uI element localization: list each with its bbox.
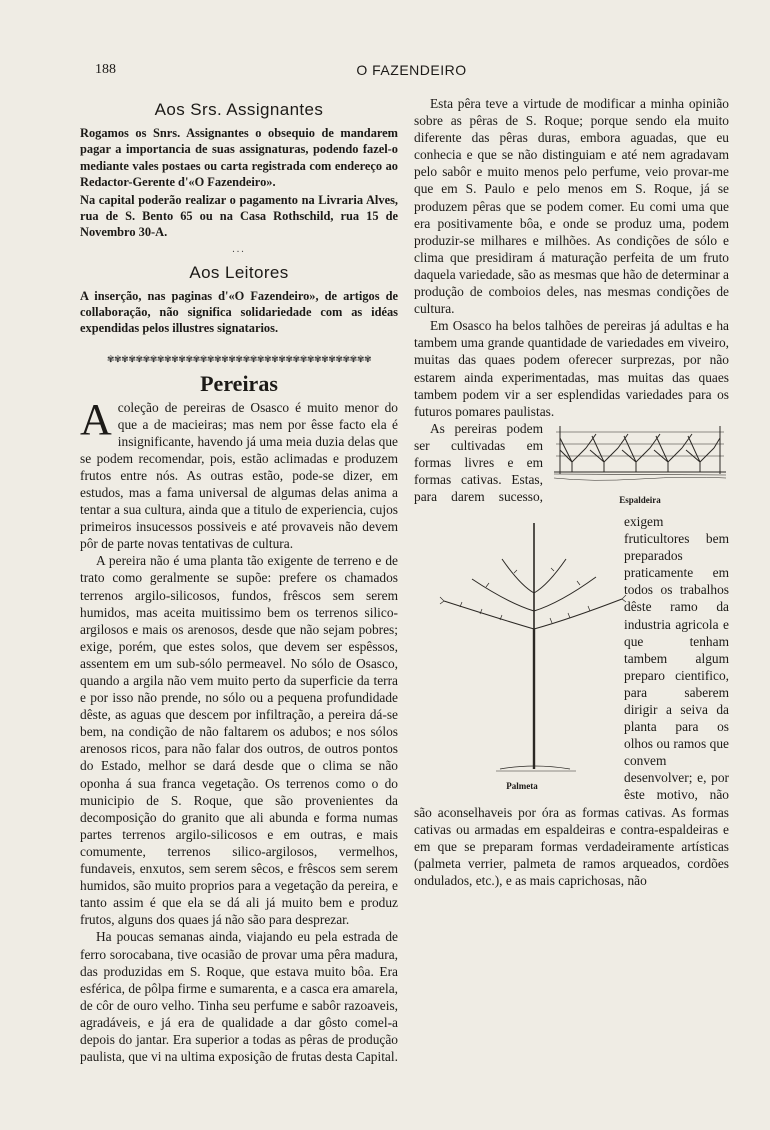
running-title: O FAZENDEIRO [356,62,467,78]
assignantes-paragraph-2: Na capital poderão realizar o pagamento na Livraria Alves, rua de S. Bento 65 ou na Casa Rothschild, rua 15 de Novembro 30-A. [80,192,398,240]
espaldeira-figure [551,422,729,509]
assignantes-paragraph-1: Rogamos os Snrs. Assignantes o obsequio de mandarem pagar a importancia de suas assignaturas, podendo fazel-o mediante vales postaes ou carta registrada com endereço ao Redactor-Gerente d'«O Fazendeiro». [80,126,398,189]
espaldeira-illustration [552,422,728,488]
article-paragraph-1 [80,394,398,553]
ornament-divider: ✾✾✾✾✾✾✾✾✾✾✾✾✾✾✾✾✾✾✾✾✾✾✾✾✾✾✾✾✾✾✾✾✾✾✾✾✾ [106,355,372,366]
palmeta-figure [414,519,614,801]
palmeta-illustration [430,519,630,781]
article-paragraph-2: A pereira não é uma planta tão exigente de terreno e de trato como geralmente se supõe: prefere os chamados terrenos argilo-silicosos, fundos, frêscos sem serem humidos, mas aceita muitissimo bem os terrenos silico-argilosos e mais os arenosos, desde que não sejam pobres; exige, porém, que estes solos, que devem ser espêssos, assentem em um sub-sólo permeavel. No sólo de Osasco, quando a argila não vem muito perto da superficie da terra e por isso não prende, no sólo ou a pequena profundidade dêste, as aguas que descem por infiltração, a pereira dá-se bem, na condição de não faltarem os adubos; e nos sólos arenosos ricos, para não falar dos outros, de outros pontos do Estado, melhor se dará desde que o clima se não oponha á sua franca vegetação. Os terrenos como o do municipio de S. Roque, que são provenientes da decomposição do granito que ali abunda e forma numas partes terrenos argilo-silicosos e em outras, e mais comumente, terrenos silico-argilosos, vermelhos, fundaveis, enxutos, sem serem sêcos, e frêscos sem serem humidos, são muito proprios para a vegetação da pereira, e tanto assim é que ela se dá ali já muito bem e produz frutos, alguns dos quaes já não são para desprezar. [80,553,398,928]
leitores-title: Aos Leitores [189,262,289,282]
espaldeira-caption: Espaldeira [619,494,661,505]
article-paragraph-3-start [80,928,398,1065]
article-paragraph-1-text: coleção de pereiras de Osasco é muito menor do que a de macieiras; mas nem por êsse facto ela é insignificante, havendo já uma meia duzia delas que se podem recomendar, pois, estão aclimadas e produzem frutos entre nós. As outras estão, pode-se dizer, em estudos, mas a fama universal de algumas delas anima a tentar a sua cultura, ainda que a titulo de experiencia, cujos primeiros insucessos possiveis e até provaveis não devem pôr de parte novas tentativas de cultura. [80,399,398,552]
palmeta-caption: Palmeta [506,780,538,791]
dropcap-letter: A [80,394,112,444]
page-header [95,62,728,82]
article-paragraph-6-text: As pereiras podem ser cultivadas em formas livres e em formas cativas. Estas, para darem sucesso, exigem fruticultores bem preparados praticamente em todos os trabalhos dêste ramo da industria agricola e que tenham tambem algum preparo cientifico, para saberem dirigir a seiva da planta para os olhos ou ramos que convem desenvolver; e, por êste motivo, não são aconselhaveis por óra as formas cativas. As formas cativas ou armadas em espaldeiras e contra-espaldeiras e em que se preparam formas verdadeiramente artísticas (palmeta verrier, palmeta de ramos arqueados, cordões ondulados, etc.), e as mais caprichosas, não [414,420,729,888]
page-number: 188 [95,62,116,77]
article-title: Pereiras [200,371,278,397]
article-paragraph-5: Em Osasco ha belos talhões de pereiras já adultas e ha tambem uma grande quantidade de variedades em viveiro, muitas das quaes podem oferecer surprezas, por não estarem ainda experimentadas, mas muitas das quaes tambem podem vir a ser esplendidas variedades para os futuros pomares paulistas. [414,318,729,419]
leitores-paragraph: A inserção, nas paginas d'«O Fazendeiro», de artigos de collaboração, não significa solidariedade com as idéas expendidas pelos illustres signatarios. [80,288,398,336]
article-paragraph-3-text: Ha poucas semanas ainda, viajando eu pela estrada de ferro sorocabana, tive ocasião de provar uma pêra madura, das produzidas em S. Roque, que estava muito bôa. Era esférica, de pôlpa firme e sumarenta, e a casca era amarela, de côr de ouro velho. Tinha seu perfume e sabôr razoaveis, agradáveis, e já era de qualidade a dar gôsto comel-a depois do jantar. Era superior a todas as pêras de produção paulista, que vi na ultima exposição de frutas desta Capital. [80,929,398,1065]
left-column [80,95,398,1065]
assignantes-title: Aos Srs. Assignantes [154,100,324,119]
separator-dots: ... [232,243,246,255]
article-paragraph-4: Esta pêra teve a virtude de modificar a minha opinião sobre as pêras de S. Roque; porque sendo ela muito diferente das pêras duras, embora aguadas, que eu conhecia e que se não distinguiam e até nem agradavam pelo sabôr e muito menos pelo perfume, veio provar-me que em S. Paulo e pelo menos em S. Roque, já se produzem pêras que se podem comer. Eu comi uma que era positivamente bôa, e onde se produz uma, podem produzir-se milhares e milhões. As condições de sólo e clima que presidiram á maturação perfeita de um fruto daquela variedade, são as mesmas que hão de determinar a produção de comboios deles, nas mesmas condições de cultura. [414,96,729,317]
right-column [414,95,729,889]
